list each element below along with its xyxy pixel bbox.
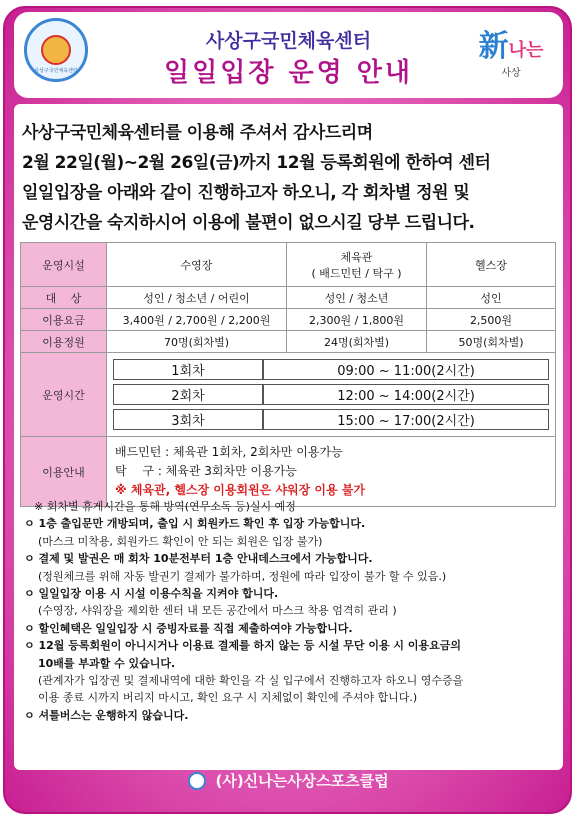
intro-line: 일일입장을 아래와 같이 진행하고자 하오니, 각 회차별 정원 및	[22, 183, 470, 203]
slot-row	[113, 409, 549, 430]
table-row	[21, 331, 556, 353]
intro-text	[22, 118, 558, 238]
usage-cell	[107, 437, 556, 507]
cell-target-health: 성인	[427, 287, 556, 309]
notice-item: ㅇ 1층 출입문만 개방되며, 출입 시 회원카드 확인 후 입장 가능합니다.	[24, 517, 366, 531]
slot-label: 3회차	[113, 409, 263, 430]
cell-fee-gym: 2,300원 / 1,800원	[287, 309, 427, 331]
usage-warning: ※ 체육관, 헬스장 이용회원은 샤워장 이용 불가	[115, 483, 365, 497]
slot-label: 1회차	[113, 359, 263, 380]
slot-row	[113, 359, 549, 380]
slot-time: 09:00 ~ 11:00(2시간)	[263, 359, 549, 380]
header-gym-title: 체육관	[340, 250, 373, 264]
table-row	[21, 437, 556, 507]
header-gym	[287, 243, 427, 287]
time-slots	[113, 355, 549, 434]
footer	[0, 770, 577, 804]
content-panel	[14, 104, 563, 770]
page-subtitle: 사상구국민체육센터	[205, 30, 372, 52]
header	[14, 12, 563, 98]
cell-target-pool: 성인 / 청소년 / 어린이	[107, 287, 287, 309]
cell-cap-health: 50명(회차별)	[427, 331, 556, 353]
row-label-target: 대 상	[21, 287, 107, 309]
club-logo-icon	[188, 772, 206, 790]
notice-item: (정원체크를 위해 자동 발권기 결제가 불가하며, 정원에 따라 입장이 불가 할 수 있음.)	[38, 569, 447, 583]
brand-sub: 사상	[501, 68, 521, 79]
slot-time: 15:00 ~ 17:00(2시간)	[263, 409, 549, 430]
time-slots-cell	[107, 353, 556, 437]
notice-item: ㅇ 결제 및 발권은 매 회차 10분전부터 1층 안내데스크에서 가능합니다.	[24, 552, 373, 566]
row-label-fee: 이용요금	[21, 309, 107, 331]
notice-item: 10배를 부과할 수 있습니다.	[38, 656, 176, 670]
notice-item: ㅇ 12월 등록회원이 아니시거나 이용료 결제를 하지 않는 등 시설 무단 이용 시 이용요금의	[24, 639, 461, 653]
slot-label: 2회차	[113, 384, 263, 405]
brand-char: 新	[478, 29, 509, 64]
cell-fee-pool: 3,400원 / 2,700원 / 2,200원	[107, 309, 287, 331]
intro-line: 운영시간을 숙지하시어 이용에 불편이 없으시길 당부 드립니다.	[22, 213, 475, 233]
notice-item: ㅇ 일일입장 이용 시 시설 이용수칙을 지켜야 합니다.	[24, 587, 279, 601]
table-row	[21, 353, 556, 437]
header-pool: 수영장	[107, 243, 287, 287]
logo-ring-text: 사상구국민체육센터	[34, 68, 78, 74]
schedule-table	[20, 242, 556, 507]
header-gym-sub: ( 배드민턴 / 탁구 )	[311, 266, 402, 280]
notice-item: (관계자가 입장권 및 결제내역에 대한 확인을 각 실 입구에서 진행하고자 하오니 영수증을	[38, 674, 464, 688]
slot-row	[113, 384, 549, 405]
footer-org-name: (사)신나는사상스포츠클럽	[215, 772, 389, 790]
header-health: 헬스장	[427, 243, 556, 287]
row-label-time: 운영시간	[21, 353, 107, 437]
table-row	[21, 243, 556, 287]
notice-list	[24, 498, 556, 724]
notice-item: 이용 종료 시까지 버리지 마시고, 확인 요구 시 지체없이 확인에 주셔야 합니다.)	[38, 691, 418, 705]
notice-item: (수영장, 샤워장을 제외한 센터 내 모든 공간에서 마스크 착용 엄격히 관리 )	[38, 604, 397, 618]
cell-cap-pool: 70명(회차별)	[107, 331, 287, 353]
notice-item: (마스크 미착용, 회원카드 확인이 안 되는 회원은 입장 불가)	[38, 534, 323, 548]
usage-badminton: 배드민턴 : 체육관 1회차, 2회차만 이용가능	[115, 445, 343, 459]
intro-line: 2월 22일(월)~2월 26일(금)까지 12월 등록회원에 한하여 센터	[22, 153, 491, 173]
header-facility: 운영시설	[21, 243, 107, 287]
row-label-usage: 이용안내	[21, 437, 107, 507]
cell-fee-health: 2,500원	[427, 309, 556, 331]
table-row	[21, 287, 556, 309]
intro-line: 사상구국민체육센터를 이용해 주셔서 감사드리며	[22, 123, 373, 143]
usage-tabletennis: 탁 구 : 체육관 3회차만 이용가능	[115, 464, 297, 478]
brand-text: 나는	[508, 40, 544, 61]
notice-item: ㅇ 할인혜택은 일일입장 시 증빙자료를 직접 제출하여야 가능합니다.	[24, 621, 353, 635]
page-title: 일일입장 운영 안내	[163, 58, 414, 88]
row-label-capacity: 이용정원	[21, 331, 107, 353]
cell-cap-gym: 24명(회차별)	[287, 331, 427, 353]
notice-item: ㅇ 셔틀버스는 운행하지 않습니다.	[24, 708, 189, 722]
table-row	[21, 309, 556, 331]
slot-time: 12:00 ~ 14:00(2시간)	[263, 384, 549, 405]
notice-item: ※ 회차별 휴게시간을 통해 방역(연무소독 등)실시 예정	[34, 500, 296, 513]
cell-target-gym: 성인 / 청소년	[287, 287, 427, 309]
brand-logo	[471, 30, 551, 82]
